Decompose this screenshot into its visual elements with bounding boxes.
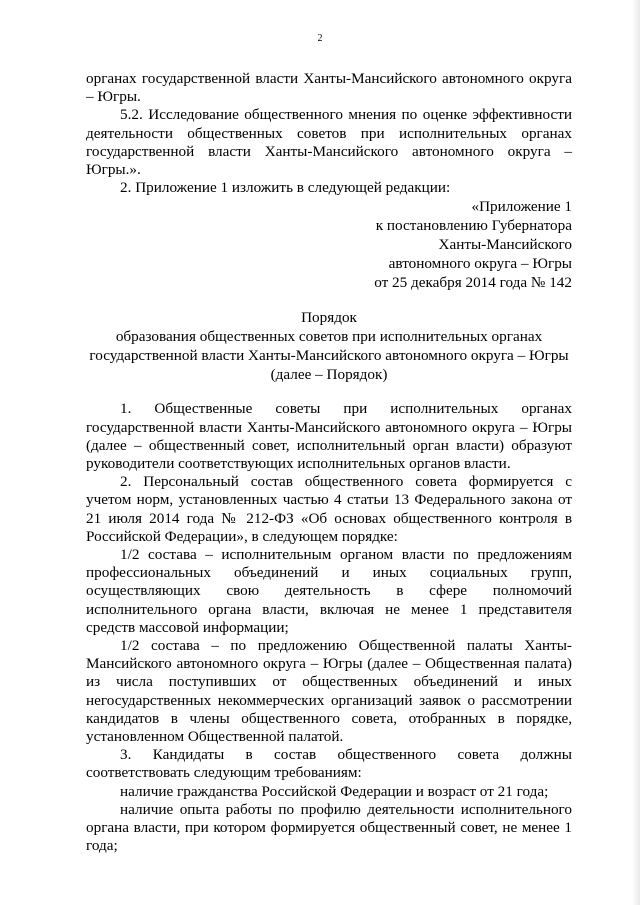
appendix-line: от 25 декабря 2014 года № 142 bbox=[374, 274, 572, 292]
page-number: 2 bbox=[317, 33, 323, 44]
appendix-line: к постановлению Губернатора bbox=[375, 217, 572, 235]
scan-edge bbox=[632, 0, 640, 905]
appendix-header bbox=[86, 197, 572, 292]
requirement-experience: наличие опыта работы по профилю деятельности исполнительного органа власти, при котором формируется общественный совет, не менее 1 года; bbox=[86, 800, 572, 855]
intro-line-1: органах государственной власти Ханты-Мансийского автономного округа – Югры. bbox=[86, 70, 572, 106]
paragraph-2: 2. Персональный состав общественного совета формируется с учетом норм, установленных частью 4 статьи 13 Федерального закона от 21 июля 2014 года № 212-ФЗ «Об основах общественного контроля в Российской Федерации», в следующем порядке: bbox=[86, 473, 572, 545]
title-line: Порядок bbox=[301, 309, 357, 327]
intro-item-2: 2. Приложение 1 изложить в следующей редакции: bbox=[120, 179, 451, 197]
appendix-line: автономного округа – Югры bbox=[388, 255, 572, 273]
document-title bbox=[86, 308, 572, 384]
requirement-citizenship: наличие гражданства Российской Федерации и возраст от 21 года; bbox=[120, 782, 549, 800]
intro-item-5-2: 5.2. Исследование общественного мнения по оценке эффективности деятельности общественных советов при исполнительных органах государственной власти Ханты-Мансийского автономного округа – Югры.». bbox=[86, 106, 572, 179]
appendix-line: «Приложение 1 bbox=[471, 198, 572, 216]
document-body bbox=[86, 70, 572, 856]
paragraph-3: 3. Кандидаты в состав общественного совета должны соответствовать следующим требованиям: bbox=[86, 746, 572, 782]
title-line: (далее – Порядок) bbox=[270, 366, 388, 384]
paragraph-2-half-2: 1/2 состава – по предложению Общественной палаты Ханты-Мансийского автономного округа – Югры (далее – Общественная палата) из числа поступивших от общественных объединений и иных негосударственных некоммерческих организаций заявок о рассмотрении кандидатов в члены общественного совета, отобранных в порядке, установленном Общественной палатой. bbox=[86, 637, 572, 746]
paragraph-2-half-1: 1/2 состава – исполнительным органом власти по предложениям профессиональных объединений и иных социальных групп, осуществляющих свою деятельность в сфере полномочий исполнительного органа власти, включая не менее 1 представителя средств массовой информации; bbox=[86, 546, 572, 636]
title-line: образования общественных советов при исполнительных органах bbox=[115, 328, 543, 346]
paragraph-1: 1. Общественные советы при исполнительных органах государственной власти Ханты-Мансийского автономного округа – Югры (далее – общественный совет, исполнительный орган власти) образуют руководители соответствующих исполнительных органов власти. bbox=[86, 400, 572, 473]
appendix-line: Ханты-Мансийского bbox=[438, 236, 572, 254]
title-line: государственной власти Ханты-Мансийского автономного округа – Югры bbox=[89, 347, 569, 365]
